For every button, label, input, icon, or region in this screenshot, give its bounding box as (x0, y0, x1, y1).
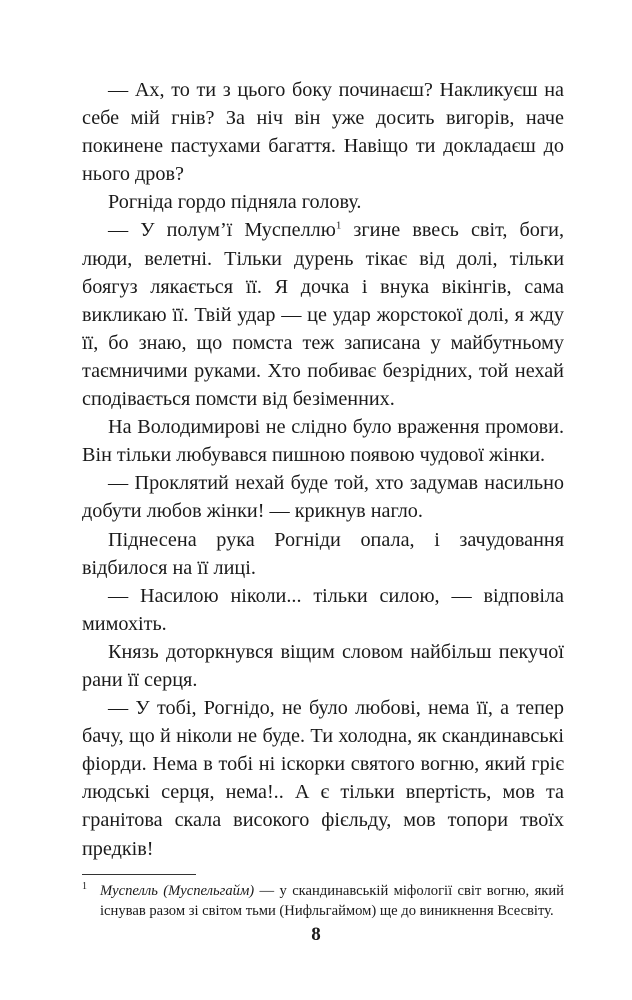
paragraph: — Насилою ніколи... тільки силою, — відповіла мимохіть. (82, 584, 564, 635)
paragraph: Рогніда гордо підняла голову. (108, 191, 362, 214)
paragraph: Князь доторкнувся віщим словом найбільш пекучої рани її серця. (82, 640, 564, 691)
page-body (82, 76, 564, 921)
paragraph (82, 216, 564, 413)
footnote-mark: 1 (82, 880, 87, 892)
paragraph-text: згине ввесь світ, боги, люди, велетні. Тільки дурень тікає від долі, тільки боягуз лякається її. Я дочка і внука вікінгів, сама викликаю її. Твій удар — це удар жорстокої долі, я жду її, бо знаю, що помста теж записана у майбутньому таємничими руками. Хто побиває безрідних, той нехай сподівається помсти від безіменних. (82, 219, 564, 411)
footnote (82, 881, 564, 921)
footnote-text: — у скандинавській міфології світ вогню, який існував разом зі світом тьми (Нифльгаймом) ще до виникнення Всесвіту. (100, 882, 564, 919)
paragraph: — Проклятий нехай буде той, хто задумав насильно добути любов жінки! — крикнув нагло. (82, 472, 564, 523)
paragraph: Піднесена рука Рогніди опала, і зачудовання відбилося на її лиці. (82, 528, 564, 579)
paragraph: На Володимирові не слідно було враження промови. Він тільки любувався пишною появою чудової жінки. (82, 416, 564, 467)
main-text (82, 76, 564, 863)
paragraph: — У тобі, Рогнідо, не було любові, нема її, а тепер бачу, що й ніколи не буде. Ти холодна, як скандинавські фіорди. Нема в тобі ні іскорки святого вогню, який гріє людські серця, нема!.. А є тільки впертість, мов та гранітова скала високого фієльду, мов топори твоїх предків! (82, 697, 564, 860)
footnote-term: Муспелль (Муспельгайм) (100, 882, 255, 899)
footnote-divider (82, 874, 196, 875)
footnote-reference: 1 (335, 219, 342, 232)
paragraph-text: — У полум’ї Муспеллю (108, 219, 336, 242)
page-number: 8 (311, 924, 321, 945)
paragraph: — Ах, то ти з цього боку починаєш? Накликуєш на себе мій гнів? За ніч він уже досить вигорів, наче покинене пастухами багаття. Навіщо ти докладаєш до нього дров? (82, 79, 564, 186)
